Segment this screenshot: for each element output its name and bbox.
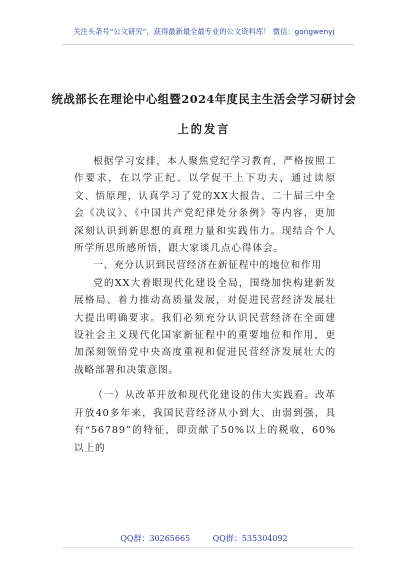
document-body: [74, 153, 336, 457]
intro-paragraph: 根据学习安排，本人聚焦党纪学习教育，严格按照工作要求，在以学正纪、以学促干上下功夫，通过读原文、悟原理，认真学习了党的XX大报告、二十届三中全会《决议》、《中国共产党纪律处分条例》等内容，更加深刻认识到新思想的真理力量和实践伟力。现结合个人所学所思所感所悟，跟大家谈几点心得体会。: [74, 156, 336, 255]
footer-divider: [62, 547, 354, 548]
footer-qq-group-2: QQ群：535304092: [212, 534, 288, 543]
document-title-continued: 上的发言: [177, 122, 231, 136]
footer-qq-group-1: QQ群：30265665: [120, 534, 191, 543]
header-divider: [62, 44, 354, 45]
section-heading: 一、充分认识到民营经济在新征程中的地位和作用: [93, 260, 322, 272]
footer-contacts: [0, 533, 408, 544]
subsection-paragraph: （一）从改革开放和现代化建设的伟大实践看。改革开放40多年来，我国民营经济从小到大、由弱到强，具有“56789”的特征，即贡献了50%以上的税收，60%以上的: [74, 390, 336, 454]
header-banner: 关注头条号“公文研究”，获得最新最全最专业的公文资料库！ 微信：gongwenyj: [73, 27, 335, 36]
document-title: 统战部长在理论中心组暨2024年度民主生活会学习研讨会: [51, 92, 357, 106]
body-paragraph: 党的XX大着眼现代化建设全局，围绕加快构建新发展格局、着力推动高质量发展，对促进民营经济发展壮大提出明确要求。我们必须充分认识民营经济在全面建设社会主义现代化国家新征程中的重要地位和作用，更加深刻领悟党中央高度重视和促进民营经济发展壮大的战略部署和决策意图。: [74, 277, 336, 376]
